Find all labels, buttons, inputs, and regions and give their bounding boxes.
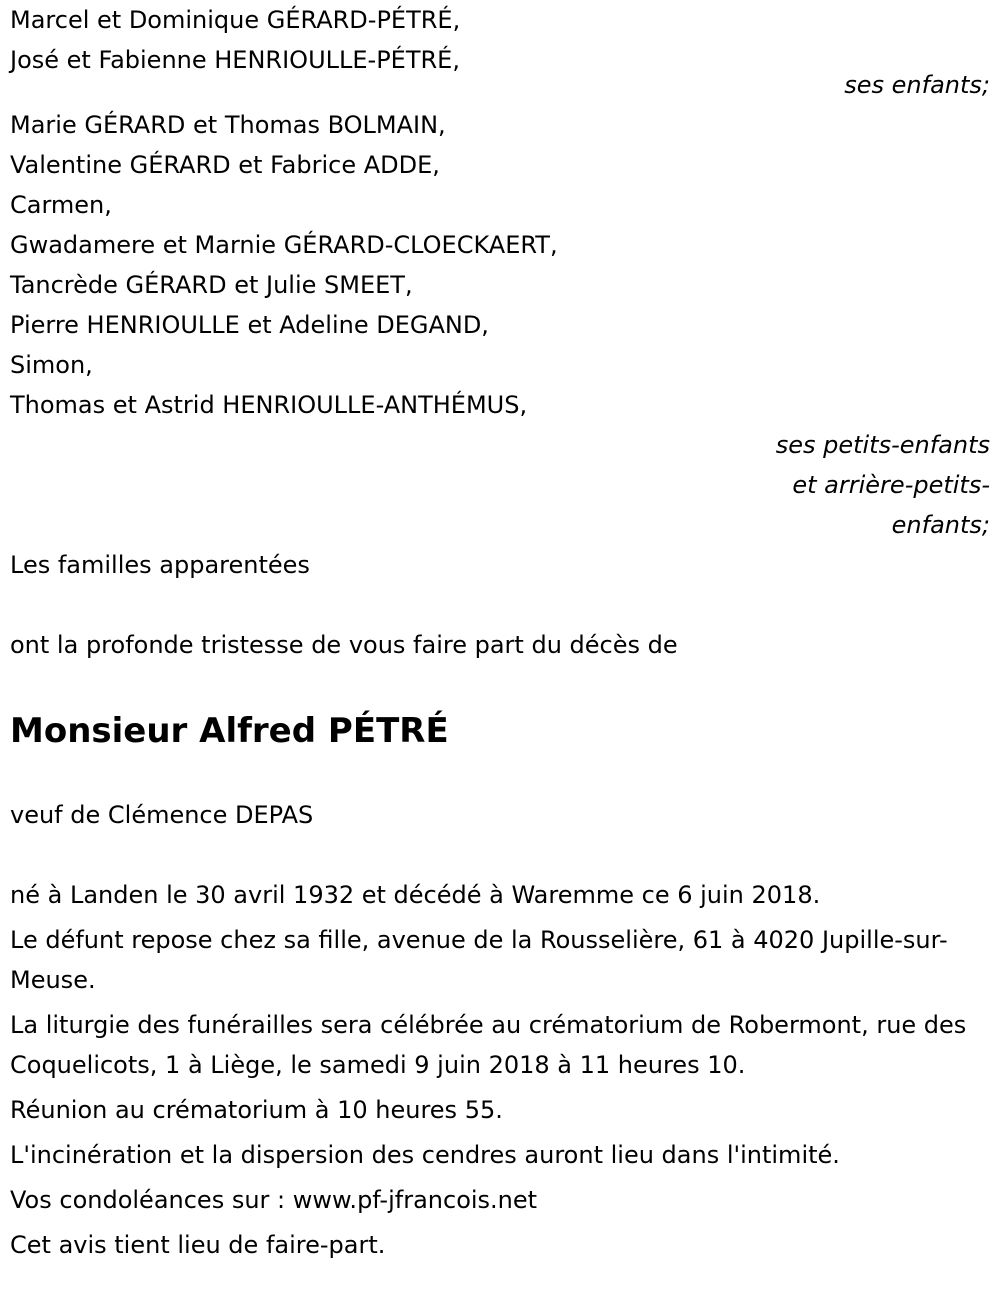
grandchildren-list [10,105,991,425]
grandchildren-label-line-3: enfants; [891,511,990,539]
faire-part-note: Cet avis tient lieu de faire-part. [10,1231,386,1259]
birth-death-dates: né à Landen le 30 avril 1932 et décédé à Waremme ce 6 juin 2018. [10,881,821,909]
grandchildren-label-line-1: ses petits-enfants [775,431,990,459]
grandchild-line-6: Pierre HENRIOULLE et Adeline DEGAND, [10,311,489,339]
grandchild-line-8: Thomas et Astrid HENRIOULLE-ANTHÉMUS, [10,391,528,419]
grandchild-line-7: Simon, [10,351,93,379]
grandchildren-label-line-2: et arrière-petits- [792,471,990,499]
grandchild-line-1: Marie GÉRARD et Thomas BOLMAIN, [10,111,446,139]
funeral-liturgy: La liturgie des funérailles sera célébrée au crématorium de Robermont, rue des Coquelicots, 1 à Liège, le samedi 9 juin 2018 à 11 heures 10. [10,1011,967,1079]
grandchild-line-3: Carmen, [10,191,112,219]
grandchild-line-5: Tancrède GÉRARD et Julie SMEET, [10,271,413,299]
deceased-name: Monsieur Alfred PÉTRÉ [10,711,449,751]
grandchildren-label [10,425,991,545]
related-families: Les familles apparentées [10,551,310,579]
children-label: ses enfants; [844,71,990,99]
child-line-1: Marcel et Dominique GÉRARD-PÉTRÉ, [10,6,461,34]
condolences-link: Vos condoléances sur : www.pf-jfrancois.net [10,1186,538,1214]
crematorium-meeting: Réunion au crématorium à 10 heures 55. [10,1096,503,1124]
announcement-text: ont la profonde tristesse de vous faire part du décès de [10,631,678,659]
grandchild-line-2: Valentine GÉRARD et Fabrice ADDE, [10,151,440,179]
grandchild-line-4: Gwadamere et Marnie GÉRARD-CLOECKAERT, [10,231,558,259]
cremation-note: L'incinération et la dispersion des cendres auront lieu dans l'intimité. [10,1141,840,1169]
widow-of: veuf de Clémence DEPAS [10,801,314,829]
repose-location: Le défunt repose chez sa fille, avenue de la Rousselière, 61 à 4020 Jupille-sur-Meuse. [10,926,948,994]
child-line-2: José et Fabienne HENRIOULLE-PÉTRÉ, [10,46,460,74]
